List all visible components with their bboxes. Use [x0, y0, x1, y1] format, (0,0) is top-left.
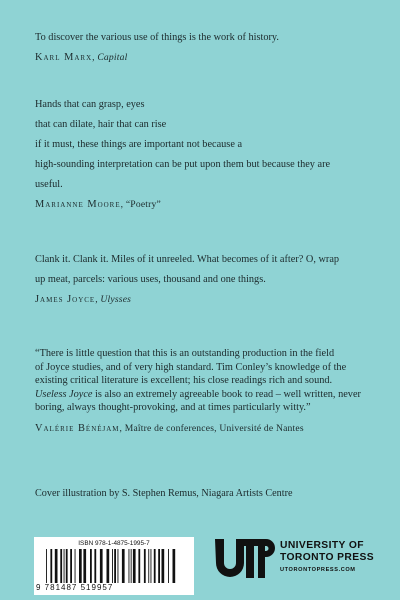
barcode-bar — [90, 549, 92, 583]
author-name: James Joyce — [35, 294, 96, 305]
cover-credit: Cover illustration by S. Stephen Remus, Niagara Artists Centre — [35, 488, 293, 499]
isbn-label: ISBN 978-1-4875-1995-7 — [78, 540, 150, 547]
epigraph-line: if it must, these things are important not because a — [35, 139, 243, 150]
review-line — [35, 388, 375, 402]
review-line: boring, always thought-provoking, and at times particularly witty.” — [35, 402, 311, 414]
barcode-bar — [75, 549, 76, 583]
publisher-line2: TORONTO PRESS — [280, 552, 375, 563]
barcode-bar — [55, 549, 58, 583]
barcode-bar — [168, 549, 169, 583]
barcode-icon — [46, 549, 186, 583]
barcode-digits: 9 781487 519957 — [36, 583, 114, 592]
barcode-bar — [158, 549, 160, 583]
epigraph-line: high-sounding interpretation can be put upon them but because they are — [35, 159, 331, 170]
barcode-bar — [46, 549, 47, 583]
epigraph-joyce — [35, 250, 375, 305]
epigraph-text — [35, 95, 375, 195]
epigraph-attribution: Marianne Moore, “Poetry” — [35, 199, 162, 210]
barcode-bar — [114, 549, 116, 583]
barcode-bar — [94, 549, 96, 583]
epigraph-line: To discover the various use of things is the work of history. — [35, 32, 279, 43]
work-title: Ulysses — [100, 294, 132, 305]
barcode-bar — [148, 549, 149, 583]
epigraph-attribution: Karl Marx, Capital — [35, 52, 128, 63]
epigraph-attribution: James Joyce, Ulysses — [35, 294, 132, 305]
barcode-bar — [144, 549, 146, 583]
barcode-bar — [133, 549, 136, 583]
epigraph-line: useful. — [35, 179, 63, 190]
isbn-barcode — [34, 537, 194, 595]
review-line: existing critical literature is excellent; his close readings rich and sound. — [35, 375, 333, 387]
barcode-bar — [118, 549, 119, 583]
barcode-bar — [131, 549, 132, 583]
barcode-bar — [79, 549, 82, 583]
barcode-bar — [129, 549, 130, 583]
publisher-logo — [214, 535, 384, 589]
barcode-bar — [60, 549, 62, 583]
barcode-bar — [122, 549, 125, 583]
barcode-bar — [107, 549, 110, 583]
review-text — [35, 347, 375, 415]
epigraph-line: Clank it. Clank it. Miles of it unreeled. What becomes of it after? O, wrap — [35, 254, 340, 265]
barcode-bar — [151, 549, 152, 583]
work-title: Capital — [97, 52, 128, 63]
review-blurb — [35, 347, 375, 434]
barcode-bar — [138, 549, 140, 583]
epigraph-line: up meat, parcels: various uses, thousand and one things. — [35, 274, 266, 285]
barcode-bar — [66, 549, 68, 583]
barcode-bar — [50, 549, 52, 583]
author-name: Karl Marx — [35, 52, 93, 63]
barcode-bar — [173, 549, 176, 583]
reviewer-affiliation: , Maître de conferences, Université de Nantes — [119, 422, 304, 434]
publisher-line1: UNIVERSITY OF — [280, 540, 364, 551]
book-title: Useless Joyce — [35, 388, 93, 400]
barcode-bar — [70, 549, 72, 583]
barcode-bar — [154, 549, 156, 583]
author-name: Marianne Moore — [35, 199, 121, 210]
utp-logo-icon — [214, 535, 276, 581]
publisher-name — [280, 540, 374, 573]
publisher-url: UTORONTOPRESS.COM — [280, 567, 356, 573]
barcode-bar — [112, 549, 113, 583]
review-line-rest: is also an extremely agreeable book to read – well written, never — [95, 388, 361, 400]
epigraph-line: that can dilate, hair that can rise — [35, 119, 167, 130]
reviewer-name: Valérie Bénéjam — [35, 422, 120, 434]
review-line: of Joyce studies, and of very high standard. Tim Conley’s knowledge of the — [35, 361, 347, 373]
epigraph-line: Hands that can grasp, eyes — [35, 99, 145, 110]
barcode-bar — [64, 549, 65, 583]
epigraph-marx — [35, 28, 375, 63]
epigraph-text — [35, 250, 375, 290]
barcode-bar — [162, 549, 165, 583]
barcode-bar — [83, 549, 86, 583]
epigraph-text — [35, 28, 375, 48]
review-line: “There is little question that this is an outstanding production in the field — [35, 348, 335, 359]
barcode-bar — [100, 549, 103, 583]
epigraph-moore — [35, 95, 375, 210]
work-title: “Poetry” — [125, 199, 162, 210]
review-attribution — [35, 423, 375, 434]
